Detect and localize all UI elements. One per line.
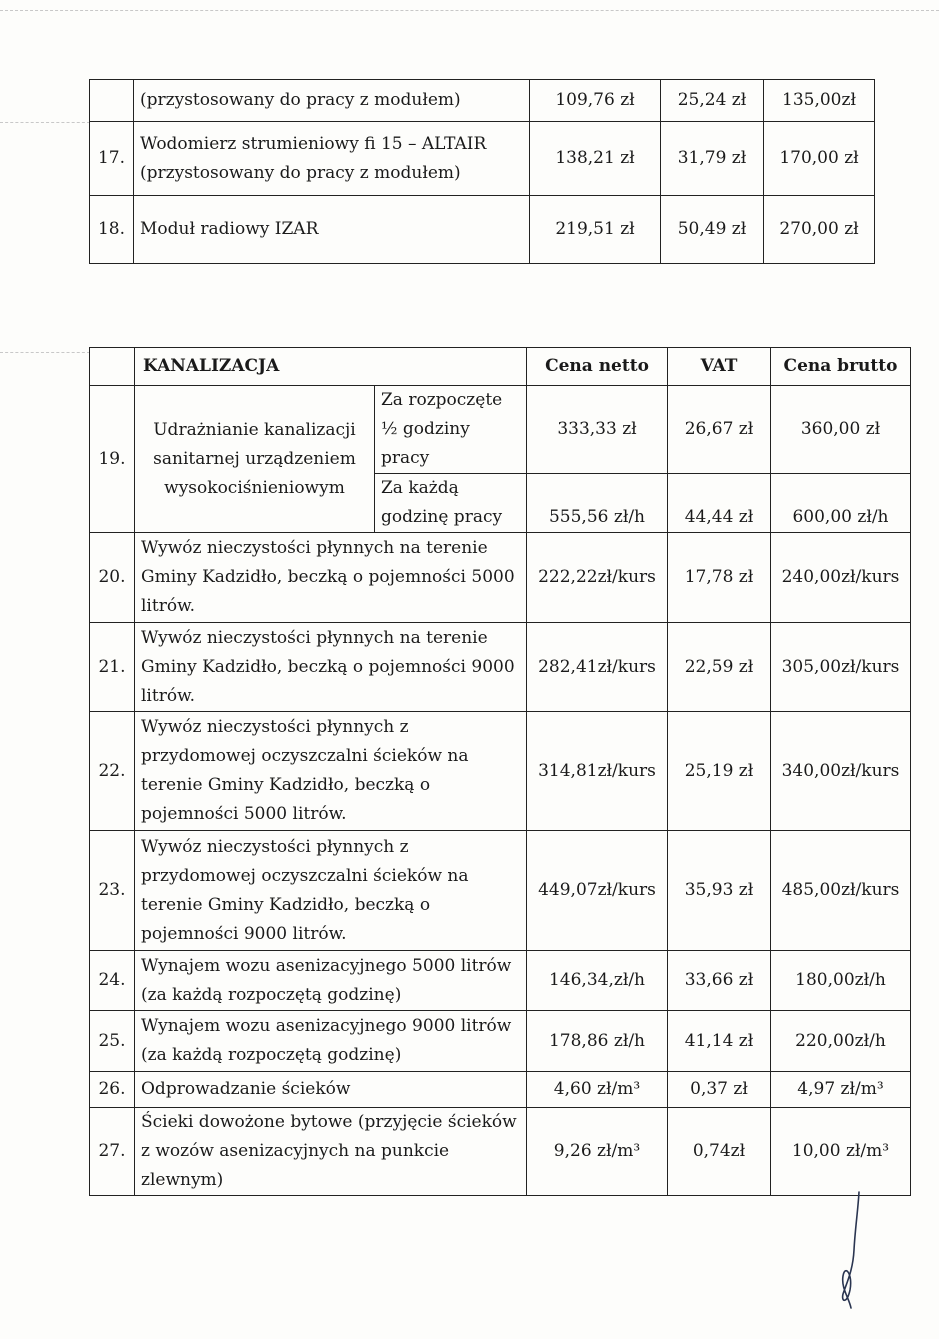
net-price: 555,56 zł/h [527,474,668,533]
table-row [90,1011,911,1072]
row-description: Wodomierz strumieniowy fi 15 – ALTAIR (przystosowany do pracy z modułem) [134,122,530,196]
gross-price: 485,00zł/kurs [771,831,911,951]
vat-amount: 22,59 zł [668,623,771,712]
gross-price: 4,97 zł/m³ [771,1072,911,1108]
table-row [90,533,911,623]
row-description: Ścieki dowożone bytowe (przyjęcie ścieków z wozów asenizacyjnych na punkcie zlewnym) [135,1108,527,1196]
net-price: 138,21 zł [530,122,661,196]
table-row [90,831,911,951]
row-number: 19. [90,386,135,533]
net-price: 314,81zł/kurs [527,712,668,831]
vat-amount: 35,93 zł [668,831,771,951]
vat-amount: 0,74zł [668,1108,771,1196]
gross-price: 305,00zł/kurs [771,623,911,712]
handwritten-signature [825,1190,885,1310]
vat-amount: 25,24 zł [661,80,764,122]
water-meter-price-table [89,79,875,264]
header-gross-price: Cena brutto [771,348,911,386]
scan-artifact-line [0,122,90,124]
gross-price: 240,00zł/kurs [771,533,911,623]
scan-artifact-line [0,10,939,12]
row-description: Moduł radiowy IZAR [134,196,530,264]
sub-row-label: Za każdą godzinę pracy [375,474,527,533]
table-row [90,951,911,1011]
vat-amount: 33,66 zł [668,951,771,1011]
row-description: (przystosowany do pracy z modułem) [134,80,530,122]
gross-price: 220,00zł/h [771,1011,911,1072]
vat-amount: 41,14 zł [668,1011,771,1072]
row-number: 24. [90,951,135,1011]
row-number: 17. [90,122,134,196]
row-number: 23. [90,831,135,951]
net-price: 449,07zł/kurs [527,831,668,951]
net-price: 333,33 zł [527,386,668,474]
row-number: 18. [90,196,134,264]
table-row [90,122,875,196]
table-row [90,623,911,712]
net-price: 219,51 zł [530,196,661,264]
net-price: 146,34,zł/h [527,951,668,1011]
row-number: 22. [90,712,135,831]
table-row [90,80,875,122]
section-heading: KANALIZACJA [135,348,527,386]
sub-row-label: Za rozpoczęte ½ godziny pracy [375,386,527,474]
row-description: Wywóz nieczystości płynnych z przydomowej oczyszczalni ścieków na terenie Gminy Kadzidło, beczką o pojemności 9000 litrów. [135,831,527,951]
gross-price: 180,00zł/h [771,951,911,1011]
header-net-price: Cena netto [527,348,668,386]
gross-price: 10,00 zł/m³ [771,1108,911,1196]
row-description: Odprowadzanie ścieków [135,1072,527,1108]
gross-price: 170,00 zł [764,122,875,196]
vat-amount: 0,37 zł [668,1072,771,1108]
gross-price: 600,00 zł/h [771,474,911,533]
table-row [90,1072,911,1108]
scan-artifact-line [0,352,90,354]
table-row [90,196,875,264]
row-number: 25. [90,1011,135,1072]
net-price: 4,60 zł/m³ [527,1072,668,1108]
table-row [90,1108,911,1196]
table-row [90,712,911,831]
header-vat: VAT [668,348,771,386]
gross-price: 340,00zł/kurs [771,712,911,831]
vat-amount: 26,67 zł [668,386,771,474]
row-description: Udrażnianie kanalizacji sanitarnej urządzeniem wysokociśnieniowym [135,386,375,533]
row-description: Wywóz nieczystości płynnych z przydomowej oczyszczalni ścieków na terenie Gminy Kadzidło, beczką o pojemności 5000 litrów. [135,712,527,831]
vat-amount: 25,19 zł [668,712,771,831]
vat-amount: 44,44 zł [668,474,771,533]
sewage-price-table [89,347,911,1196]
row-number: 26. [90,1072,135,1108]
table-row [90,386,911,474]
row-description: Wywóz nieczystości płynnych na terenie Gminy Kadzidło, beczką o pojemności 9000 litrów. [135,623,527,712]
row-number: 27. [90,1108,135,1196]
row-description: Wynajem wozu asenizacyjnego 9000 litrów (za każdą rozpoczętą godzinę) [135,1011,527,1072]
header-number-cell [90,348,135,386]
vat-amount: 50,49 zł [661,196,764,264]
row-description: Wywóz nieczystości płynnych na terenie Gminy Kadzidło, beczką o pojemności 5000 litrów. [135,533,527,623]
row-number: 20. [90,533,135,623]
net-price: 109,76 zł [530,80,661,122]
gross-price: 360,00 zł [771,386,911,474]
gross-price: 135,00zł [764,80,875,122]
gross-price: 270,00 zł [764,196,875,264]
vat-amount: 31,79 zł [661,122,764,196]
row-description: Wynajem wozu asenizacyjnego 5000 litrów (za każdą rozpoczętą godzinę) [135,951,527,1011]
row-number: 21. [90,623,135,712]
vat-amount: 17,78 zł [668,533,771,623]
net-price: 9,26 zł/m³ [527,1108,668,1196]
net-price: 178,86 zł/h [527,1011,668,1072]
row-number [90,80,134,122]
net-price: 222,22zł/kurs [527,533,668,623]
net-price: 282,41zł/kurs [527,623,668,712]
table-header-row [90,348,911,386]
